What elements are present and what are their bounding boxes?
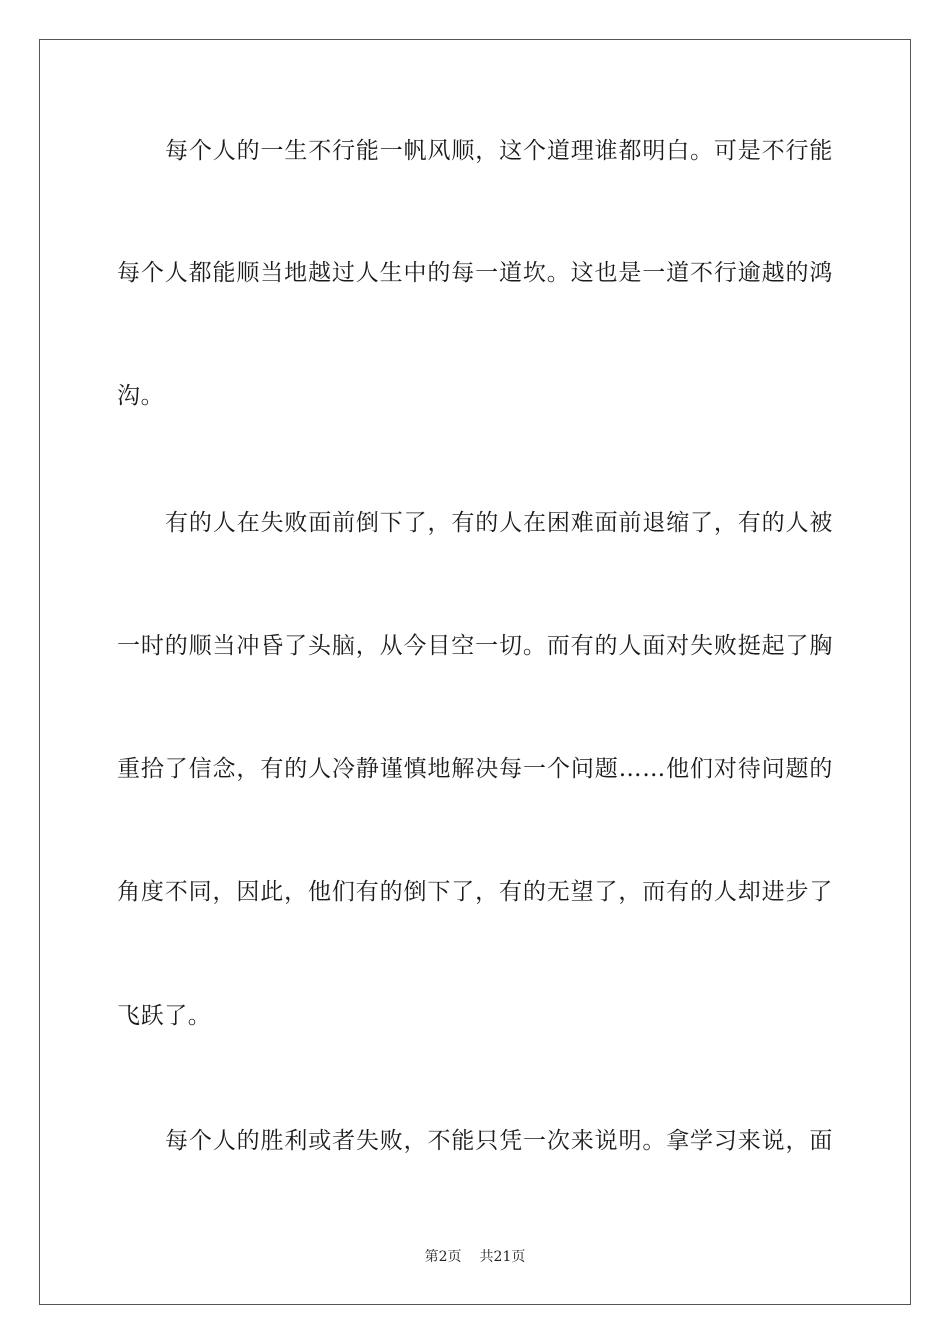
paragraph-line: 一时的顺当冲昏了头脑，从今目空一切。而有的人面对失败挺起了胸 xyxy=(117,633,833,659)
page-frame xyxy=(39,39,911,1305)
paragraph-line: 沟。 xyxy=(117,383,165,409)
page-footer xyxy=(0,1248,950,1266)
paragraph-line: 角度不同，因此，他们有的倒下了，有的无望了，而有的人却进步了 xyxy=(117,879,833,905)
page-total: 共21页 xyxy=(479,1249,526,1265)
paragraph-line: 每个人的胜利或者失败，不能只凭一次来说明。拿学习来说，面 xyxy=(165,1128,833,1154)
page-number: 第2页 xyxy=(424,1249,462,1265)
paragraph-line: 飞跃了。 xyxy=(117,1003,212,1029)
paragraph-line: 重拾了信念，有的人冷静谨慎地解决每一个问题……他们对待问题的 xyxy=(117,756,833,782)
paragraph-line: 每个人的一生不行能一帆风顺，这个道理谁都明白。可是不行能 xyxy=(165,138,833,164)
paragraph-line: 每个人都能顺当地越过人生中的每一道坎。这也是一道不行逾越的鸿 xyxy=(117,260,833,286)
paragraph-line: 有的人在失败面前倒下了，有的人在困难面前退缩了，有的人被 xyxy=(165,510,833,536)
